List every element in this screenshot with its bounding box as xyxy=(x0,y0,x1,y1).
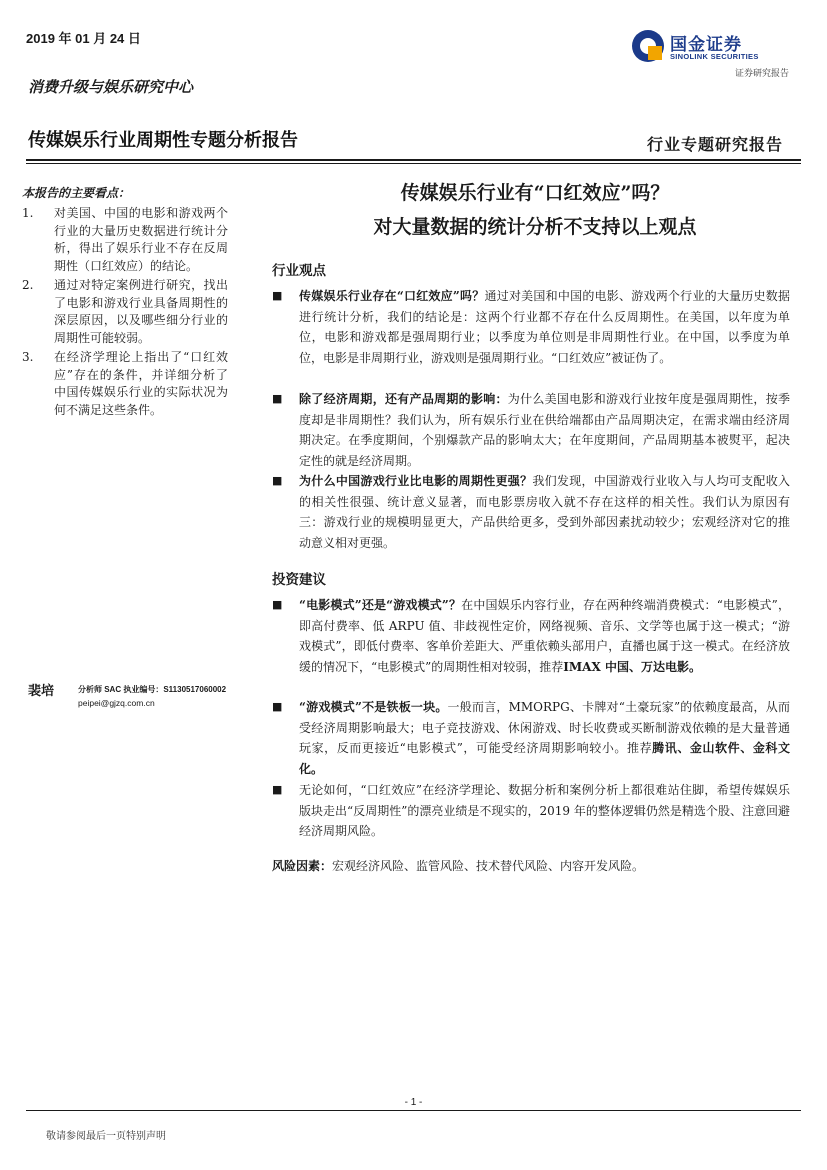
bullet-body: 我们发现，中国游戏行业收入与人均可支配收入的相关性很强、统计意义显著，而电影票房收入就不存在这样的相关性。我们认为原因有三：游戏行业的规模明显更大，产品供给更多，受到外部因素扰动较少；宏观经济对它的推动意义相对更强。 xyxy=(299,474,790,550)
bullet-item xyxy=(272,389,790,471)
list-item-number: 1. xyxy=(22,206,34,220)
list-item-text: 通过对特定案例进行研究，找出了电影和游戏行业具备周期性的深层原因，以及哪些细分行业的周期性可能较弱。 xyxy=(54,278,228,345)
bullet-body: 为什么美国电影和游戏行业按年度是强周期性，按季度却是非周期性？我们认为，所有娱乐行业在供给端都由产品周期决定，在需求端由经济周期决定。在季度期间，个别爆款产品的影响太大；在年度期间，产品周期基本被熨平，起决定性的就是经济周期。 xyxy=(299,392,790,468)
report-category-label: 证券研究报告 xyxy=(734,69,789,79)
bullet-recommendation: 腾讯、金山软件、金科文化。 xyxy=(299,741,790,776)
sidebar-title: 本报告的主要看点： xyxy=(22,186,131,200)
list-item xyxy=(22,349,228,419)
sidebar-highlights xyxy=(22,184,228,421)
risk-text: 宏观经济风险、监管风险、技术替代风险、内容开发风险。 xyxy=(332,859,645,873)
bullet-item xyxy=(272,595,790,677)
bullet-square-icon: ■ xyxy=(272,700,283,713)
main-title-line1: 传媒娱乐行业有“口红效应”吗？ xyxy=(400,182,670,204)
analyst-certificate: 分析师 SAC 执业编号：S1130517060002 xyxy=(78,685,227,694)
bullet-square-icon: ■ xyxy=(272,289,283,302)
logo-mark-icon xyxy=(630,28,666,64)
bullet-lead: “电影模式”还是“游戏模式”？ xyxy=(299,598,462,612)
risk-factors xyxy=(272,856,790,876)
bullet-lead: 传媒娱乐行业存在“口红效应”吗？ xyxy=(299,289,485,303)
bullet-body: 一般而言，MMORPG、卡牌对“土豪玩家”的依赖度最高，从而受经济周期影响最大；电子竞技游戏、休闲游戏、时长收费或买断制游戏依赖的是大量普通玩家，反而更接近“电影模式”，可能受经济周期影响较小。推荐 xyxy=(299,700,790,755)
bullet-recommendation: IMAX 中国、万达电影。 xyxy=(563,659,701,674)
main-title-line2: 对大量数据的统计分析不支持以上观点 xyxy=(373,216,697,238)
section-heading-investment: 投资建议 xyxy=(272,572,326,588)
page-number: - 1 - xyxy=(404,1097,423,1108)
bullet-body: 无论如何，“口红效应”在经济学理论、数据分析和案例分析上都很难站住脚，希望传媒娱乐版块走出“反周期性”的漂亮业绩是不现实的，2019 年的整体逻辑仍然是精选个股、注意回避经济周期风险。 xyxy=(299,783,790,838)
report-date: 2019 年 01 月 24 日 xyxy=(26,31,141,46)
footer-divider xyxy=(26,1110,801,1111)
logo-text-en: SINOLINK SECURITIES xyxy=(670,52,759,61)
bullet-body: 在中国娱乐内容行业，存在两种终端消费模式：“电影模式”，即高付费率、低 ARPU 值、非歧视性定价，网络视频、音乐、文学等也属于这一模式；“游戏模式”，即低付费率、客单价差距大、严重依赖头部用户，直播也属于这一模式。在经济放缓的情况下，“电影模式”的周期性相对较弱，推荐 xyxy=(299,598,790,674)
bullet-lead: “游戏模式”不是铁板一块。 xyxy=(299,700,448,714)
header-divider-thin xyxy=(26,163,801,164)
bullet-square-icon: ■ xyxy=(272,392,283,405)
bullet-item xyxy=(272,286,790,368)
bullet-lead: 除了经济周期，还有产品周期的影响： xyxy=(299,392,508,406)
analyst-email[interactable]: peipei@gjzq.com.cn xyxy=(78,698,155,708)
list-item xyxy=(22,205,228,275)
header-divider xyxy=(26,159,801,161)
bullet-square-icon: ■ xyxy=(272,598,283,611)
bullet-lead: 为什么中国游戏行业比电影的周期性更强？ xyxy=(299,474,533,488)
list-item-text: 在经济学理论上指出了“口红效应”存在的条件，并详细分析了中国传媒娱乐行业的实际状况为何不满足这些条件。 xyxy=(54,350,228,417)
list-item-number: 3. xyxy=(22,350,34,364)
logo-text-cn: 国金证券 xyxy=(670,35,742,55)
bullet-item xyxy=(272,697,790,779)
analyst-name: 裴培 xyxy=(28,684,55,699)
footer-disclaimer: 敬请参阅最后一页特别声明 xyxy=(46,1131,166,1142)
bullet-item xyxy=(272,471,790,553)
risk-label: 风险因素： xyxy=(272,859,333,873)
list-item xyxy=(22,277,228,347)
section-heading-industry-view: 行业观点 xyxy=(272,263,326,279)
bullet-square-icon: ■ xyxy=(272,783,283,796)
list-item-number: 2. xyxy=(22,278,34,292)
bullet-item xyxy=(272,780,790,842)
bullet-square-icon: ■ xyxy=(272,474,283,487)
bullet-body: 通过对美国和中国的电影、游戏两个行业的大量历史数据进行统计分析，我们的结论是：这两个行业都不存在什么反周期性。在美国，以年度为单位，电影和游戏都是强周期行业；以季度为单位则是非周期性行业。在中国，以季度为单位，电影是非周期行业，游戏则是强周期行业。“口红效应”被证伪了。 xyxy=(299,289,790,365)
report-title: 传媒娱乐行业周期性专题分析报告 xyxy=(28,130,298,151)
list-item-text: 对美国、中国的电影和游戏两个行业的大量历史数据进行统计分析，得出了娱乐行业不存在反周期性（口红效应）的结论。 xyxy=(54,206,228,273)
report-type: 行业专题研究报告 xyxy=(646,135,783,154)
research-center: 消费升级与娱乐研究中心 xyxy=(28,78,194,96)
